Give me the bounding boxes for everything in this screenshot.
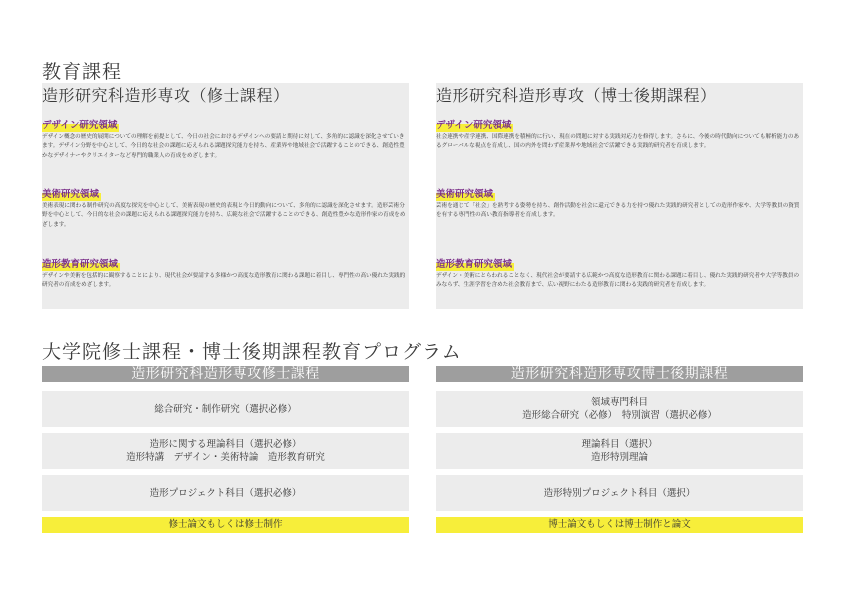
doctor-education-heading: 造形教育研究領域 (436, 259, 513, 270)
program-doctor-box-3 (436, 475, 803, 511)
doctor-education-section (436, 252, 800, 291)
doctor-art-body: 芸術を通じて「社会」を熟考する姿勢を持ち、創作活動を社会に還元できる力を持つ優れた実践的研究者としての造形作家や、大学等教員の資質を有する専門性の高い教育指導者を育成します。 (436, 203, 800, 219)
program-doctor-box-2-line-1: 理論科目（選択） (581, 439, 658, 450)
master-course-title: 造形研究科造形専攻（修士課程） (42, 86, 290, 105)
program-doctor-box-1 (436, 391, 803, 427)
master-art-body: 美術表現に関わる制作研究の高度な探究を中心として、美術表現の歴史的表現と今日的動向について、多角的に認識を深化させます。造形芸術分野を中心として、今日的な社会の課題に応えられる課題探究能力を持ち、広範な社会で活躍することのできる、創造性豊かな造形作家の育成をめざします。 (42, 203, 406, 228)
master-art-heading: 美術研究領域 (42, 189, 100, 200)
doctor-education-body: デザイン・美術にとらわれることなく、現代社会が要請する広範かつ高度な造形教育に関わる課題に着目し、優れた実践的研究者や大学等教員のみならず、生涯学習を含めた社会教育まで、広い視野にわたる造形教育に関わる実践的研究者を育成します。 (436, 273, 800, 289)
doctor-course-panel (436, 83, 803, 309)
doctor-design-section (436, 113, 800, 152)
master-education-section (42, 252, 406, 291)
program-doctor-box-2-line-2: 造形特別理論 (590, 452, 648, 463)
page-title: 教育課程 (42, 61, 123, 83)
program-master-box-2-line-1: 造形に関する理論科目（選択必修） (149, 439, 302, 450)
master-education-heading: 造形教育研究領域 (42, 259, 119, 270)
doctor-course-title: 造形研究科造形専攻（博士後期課程） (436, 86, 717, 105)
program-master-box-1-line-1: 総合研究・制作研究（選択必修） (154, 403, 297, 415)
program-doctor-title: 造形研究科造形専攻博士後期課程 (436, 366, 803, 382)
program-doctor-final: 博士論文もしくは博士制作と論文 (436, 517, 803, 533)
master-art-section (42, 182, 406, 230)
program-master-box-2-line-2: 造形特講 デザイン・美術特論 造形教育研究 (126, 452, 325, 463)
program-doctor-box-3-line-1: 造形特別プロジェクト科目（選択） (543, 487, 696, 499)
program-master-box-3 (42, 475, 409, 511)
program-doctor-box-2 (436, 433, 803, 469)
doctor-art-heading: 美術研究領域 (436, 189, 494, 200)
program-master-box-3-line-1: 造形プロジェクト科目（選択必修） (149, 487, 302, 499)
doctor-design-body: 社会連携や産学連携、国際連携を積極的に行い、現在の問題に対する実践対応力を修得します。さらに、今後の時代動向についても解析能力のあるグローバルな視点を育成し、国の内外を問わず産業界や地域社会で活躍できる実践的研究者を育成します。 (436, 134, 800, 150)
master-design-section (42, 113, 406, 161)
program-master-final: 修士論文もしくは修士制作 (42, 517, 409, 533)
program-doctor-box-1-line-2: 造形総合研究（必修） 特別演習（選択必修） (522, 410, 717, 421)
doctor-design-heading: デザイン研究領域 (436, 120, 512, 131)
master-design-body: デザイン概念の歴史的展開についての理解を前提として、今日の社会におけるデザインへの要請と期待に対して、多角的に認識を深化させていきます。デザイン分野を中心として、今日的な社会の課題に応えられる課題探究能力を持ち、産業界や地域社会で活躍することのできる、創造性豊かなデザイナーやクリエイターなど専門的職業人の育成をめざします。 (42, 134, 405, 159)
master-education-body: デザインや美術を包括的に観察することにより、現代社会が要請する多様かつ高度な造形教育に関わる課題に着目し、専門性の高い優れた実践的研究者の育成をめざします。 (42, 273, 406, 289)
program-master-box-2 (42, 433, 409, 469)
program-title: 大学院修士課程・博士後期課程教育プログラム (42, 341, 462, 363)
program-master-box-1 (42, 391, 409, 427)
master-course-panel (42, 83, 409, 309)
program-master-title: 造形研究科造形専攻修士課程 (42, 366, 409, 382)
program-doctor-box-1-line-1: 領域専門科目 (590, 397, 648, 408)
master-design-heading: デザイン研究領域 (42, 120, 118, 131)
doctor-art-section (436, 182, 800, 221)
